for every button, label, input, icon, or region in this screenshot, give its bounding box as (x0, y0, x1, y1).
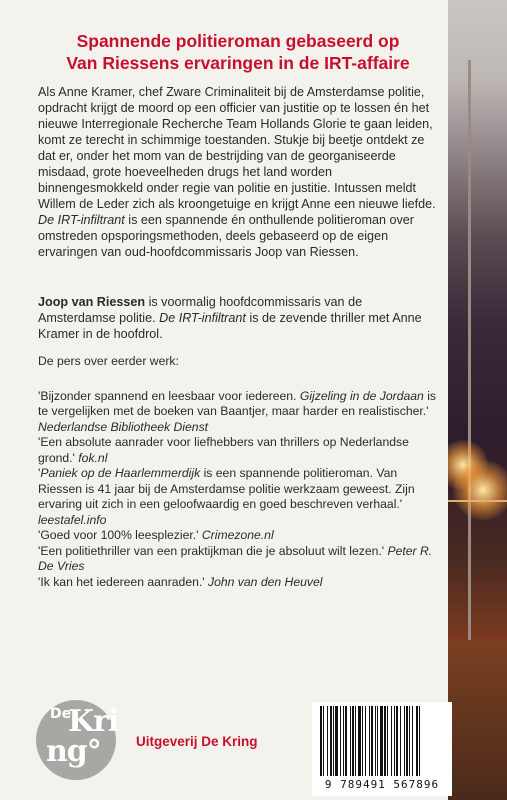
barcode-bar (369, 706, 370, 776)
press-quote-source: Nederlandse Bibliotheek Dienst (38, 419, 209, 434)
barcode-bar (350, 706, 351, 776)
press-quote-text: ' (38, 466, 41, 480)
press-quote-text: 'Ik kan het iedereen aanraden.' (38, 574, 208, 589)
press-quote-title: Gijzeling in de Jordaan (299, 388, 424, 403)
barcode-bar (333, 706, 334, 776)
barcode-bar (384, 706, 386, 776)
author-bio (38, 294, 438, 342)
cover-photo-strip (448, 0, 507, 800)
barcode-bar (409, 706, 410, 776)
barcode-bar (391, 706, 392, 776)
blurb-book-sentence: is een spannende én onthullende politieroman over omstreden opsporingsmethoden, deels gebaseerd op de eigen ervaringen van oud-hoofdcommissaris Joop van Riessen. (38, 213, 414, 259)
blurb-paragraph: Als Anne Kramer, chef Zware Criminaliteit bij de Amsterdamse politie, opdracht krijgt de moord op een officier van justitie op te lossen én het nieuwe Interregionale Recherche Team Hollands Glorie te gaan leiden, komt ze terecht in schimmige toestanden. Stukje bij beetje ontdekt ze dat er, onder het mom van de bestrijding van de georganiseerde misdaad, grote hoeveelheden drugs het land worden binnengesmokkeld onder regie van politie en justitie. Intussen meldt Willem de Leder zich als kroongetuige en krijgt Anne een nieuwe liefde. (38, 85, 436, 211)
press-quote (38, 528, 438, 544)
barcode-bar (416, 706, 418, 776)
blurb-book-title: De IRT-infiltrant (38, 213, 125, 227)
barcode-bar (330, 706, 332, 776)
logo-de: De (50, 706, 72, 722)
blurb (38, 84, 438, 260)
barcode-bar (406, 706, 408, 776)
barcode-bar (419, 706, 420, 776)
barcode-bar (412, 706, 413, 776)
barcode-bar (355, 706, 356, 776)
barcode-bar (377, 706, 378, 776)
press-quote-text: 'Een absolute aanrader voor liefhebbers van thrillers op Nederlandse grond.' (38, 435, 409, 465)
press-section (38, 354, 438, 590)
press-quote (38, 575, 438, 591)
press-quote-title: Paniek op de Haarlemmerdijk (40, 466, 201, 480)
barcode-bar (387, 706, 388, 776)
barcode-bar (340, 706, 341, 776)
isbn-number: 9 789491 567896 (324, 778, 440, 791)
photo-beam (448, 500, 507, 502)
barcode-bar (320, 706, 322, 776)
barcode-bar (358, 706, 361, 776)
press-quote (38, 466, 438, 528)
author-book-title: De IRT-infiltrant (159, 311, 246, 325)
photo-container-stack (448, 640, 507, 800)
author-text-1: is voormalig hoofdcommissaris van de Amsterdamse politie. (38, 295, 363, 325)
author-text-2: is de zevende thriller met Anne Kramer in de hoofdrol. (38, 311, 422, 341)
press-quote (38, 544, 438, 575)
barcode-icon (318, 706, 446, 778)
barcode-bar (404, 706, 405, 776)
headline (38, 30, 438, 74)
blurb-book-paragraph (38, 212, 438, 260)
barcode-bar (394, 706, 395, 776)
press-quote-source: Crimezone.nl (201, 528, 274, 542)
isbn-barcode (312, 702, 452, 796)
barcode-bar (380, 706, 383, 776)
barcode-bar (345, 706, 347, 776)
headline-line-2: Van Riessens ervaringen in de IRT-affaire (66, 53, 410, 73)
press-quote (38, 435, 438, 466)
press-quote-text: 'Goed voor 100% leesplezier.' (38, 528, 202, 542)
press-quote-text: is een spannende politieroman. Van Riessen is 41 jaar bij de Amsterdamse politie werkzaam geweest. Zijn ervaring uit zich in een geloofwaardig en goed beschreven verhaal.' (38, 466, 415, 511)
headline-line-1: Spannende politieroman gebaseerd op (76, 31, 400, 51)
photo-light-glow (453, 460, 507, 520)
press-quote-source: fok.nl (78, 450, 108, 465)
press-quote-text: is te vergelijken met de boeken van Baantjer, maar harder en realistischer.' (38, 388, 437, 418)
barcode-bar (327, 706, 328, 776)
barcode-bar (352, 706, 354, 776)
author-name: Joop van Riessen (38, 295, 146, 309)
barcode-bar (400, 706, 401, 776)
press-intro: De pers over eerder werk: (38, 354, 179, 368)
barcode-bar (362, 706, 363, 776)
press-quote-text: 'Een politiethriller van een praktijkman die je absoluut wilt lezen.' (38, 543, 388, 558)
barcode-bar (371, 706, 373, 776)
barcode-bar (343, 706, 344, 776)
publisher-logo (36, 700, 119, 780)
press-quote-source: John van den Heuvel (207, 574, 323, 589)
press-quote (38, 389, 438, 436)
publisher-name: Uitgeverij De Kring (136, 734, 258, 749)
press-quote-source: leestafel.info (38, 512, 107, 527)
press-quote-source: Peter R. De Vries (38, 543, 433, 573)
barcode-bar (365, 706, 366, 776)
logo-ng: ng° (46, 734, 101, 769)
barcode-bar (375, 706, 376, 776)
author-paragraph (38, 294, 438, 342)
barcode-bar (335, 706, 338, 776)
press-quote-text: 'Bijzonder spannend en leesbaar voor iedereen. (38, 388, 300, 403)
barcode-bar (396, 706, 398, 776)
barcode-bar (323, 706, 324, 776)
logo-kr: Kri (68, 704, 119, 739)
